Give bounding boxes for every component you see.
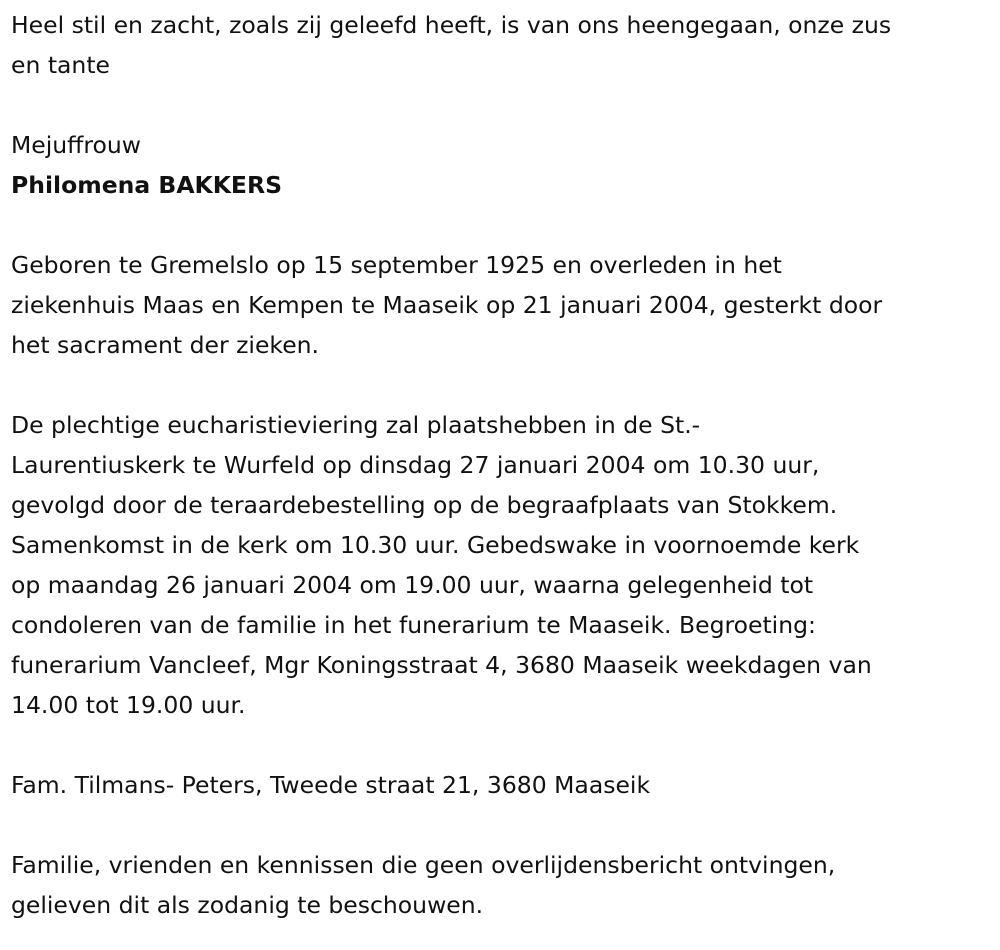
- service-line: condoleren van de familie in het funerarium te Maaseik. Begroeting:: [11, 611, 816, 639]
- address-text: Fam. Tilmans- Peters, Tweede straat 21, 3680 Maaseik: [11, 771, 651, 799]
- service-line: funerarium Vancleef, Mgr Koningsstraat 4, 3680 Maaseik weekdagen van: [11, 651, 872, 679]
- deceased-name: [11, 165, 996, 205]
- family-address: [11, 765, 996, 805]
- intro-line: en tante: [11, 51, 111, 79]
- birth-line: ziekenhuis Maas en Kempen te Maaseik op 21 januari 2004, gesterkt door: [11, 291, 883, 319]
- service-paragraph: [11, 405, 996, 725]
- service-line: De plechtige eucharistieviering zal plaatshebben in de St.-: [11, 411, 701, 439]
- birth-line: het sacrament der zieken.: [11, 331, 320, 359]
- service-line: gevolgd door de teraardebestelling op de begraafplaats van Stokkem.: [11, 491, 838, 519]
- service-line: Samenkomst in de kerk om 10.30 uur. Gebedswake in voornoemde kerk: [11, 531, 860, 559]
- service-line: op maandag 26 januari 2004 om 19.00 uur, waarna gelegenheid tot: [11, 571, 814, 599]
- service-line: 14.00 tot 19.00 uur.: [11, 691, 246, 719]
- closing-paragraph: [11, 845, 996, 925]
- closing-line: Familie, vrienden en kennissen die geen overlijdensbericht ontvingen,: [11, 851, 836, 879]
- closing-line: gelieven dit als zodanig te beschouwen.: [11, 891, 484, 919]
- obituary-notice: [11, 5, 996, 925]
- birth-death-paragraph: [11, 245, 996, 365]
- deceased-name-text: Philomena BAKKERS: [11, 171, 282, 199]
- intro-paragraph: [11, 5, 996, 85]
- birth-line: Geboren te Gremelslo op 15 september 1925 en overleden in het: [11, 251, 782, 279]
- honorific-text: Mejuffrouw: [11, 131, 141, 159]
- service-line: Laurentiuskerk te Wurfeld op dinsdag 27 januari 2004 om 10.30 uur,: [11, 451, 820, 479]
- honorific-title: [11, 125, 996, 165]
- intro-line: Heel stil en zacht, zoals zij geleefd heeft, is van ons heengegaan, onze zus: [11, 11, 892, 39]
